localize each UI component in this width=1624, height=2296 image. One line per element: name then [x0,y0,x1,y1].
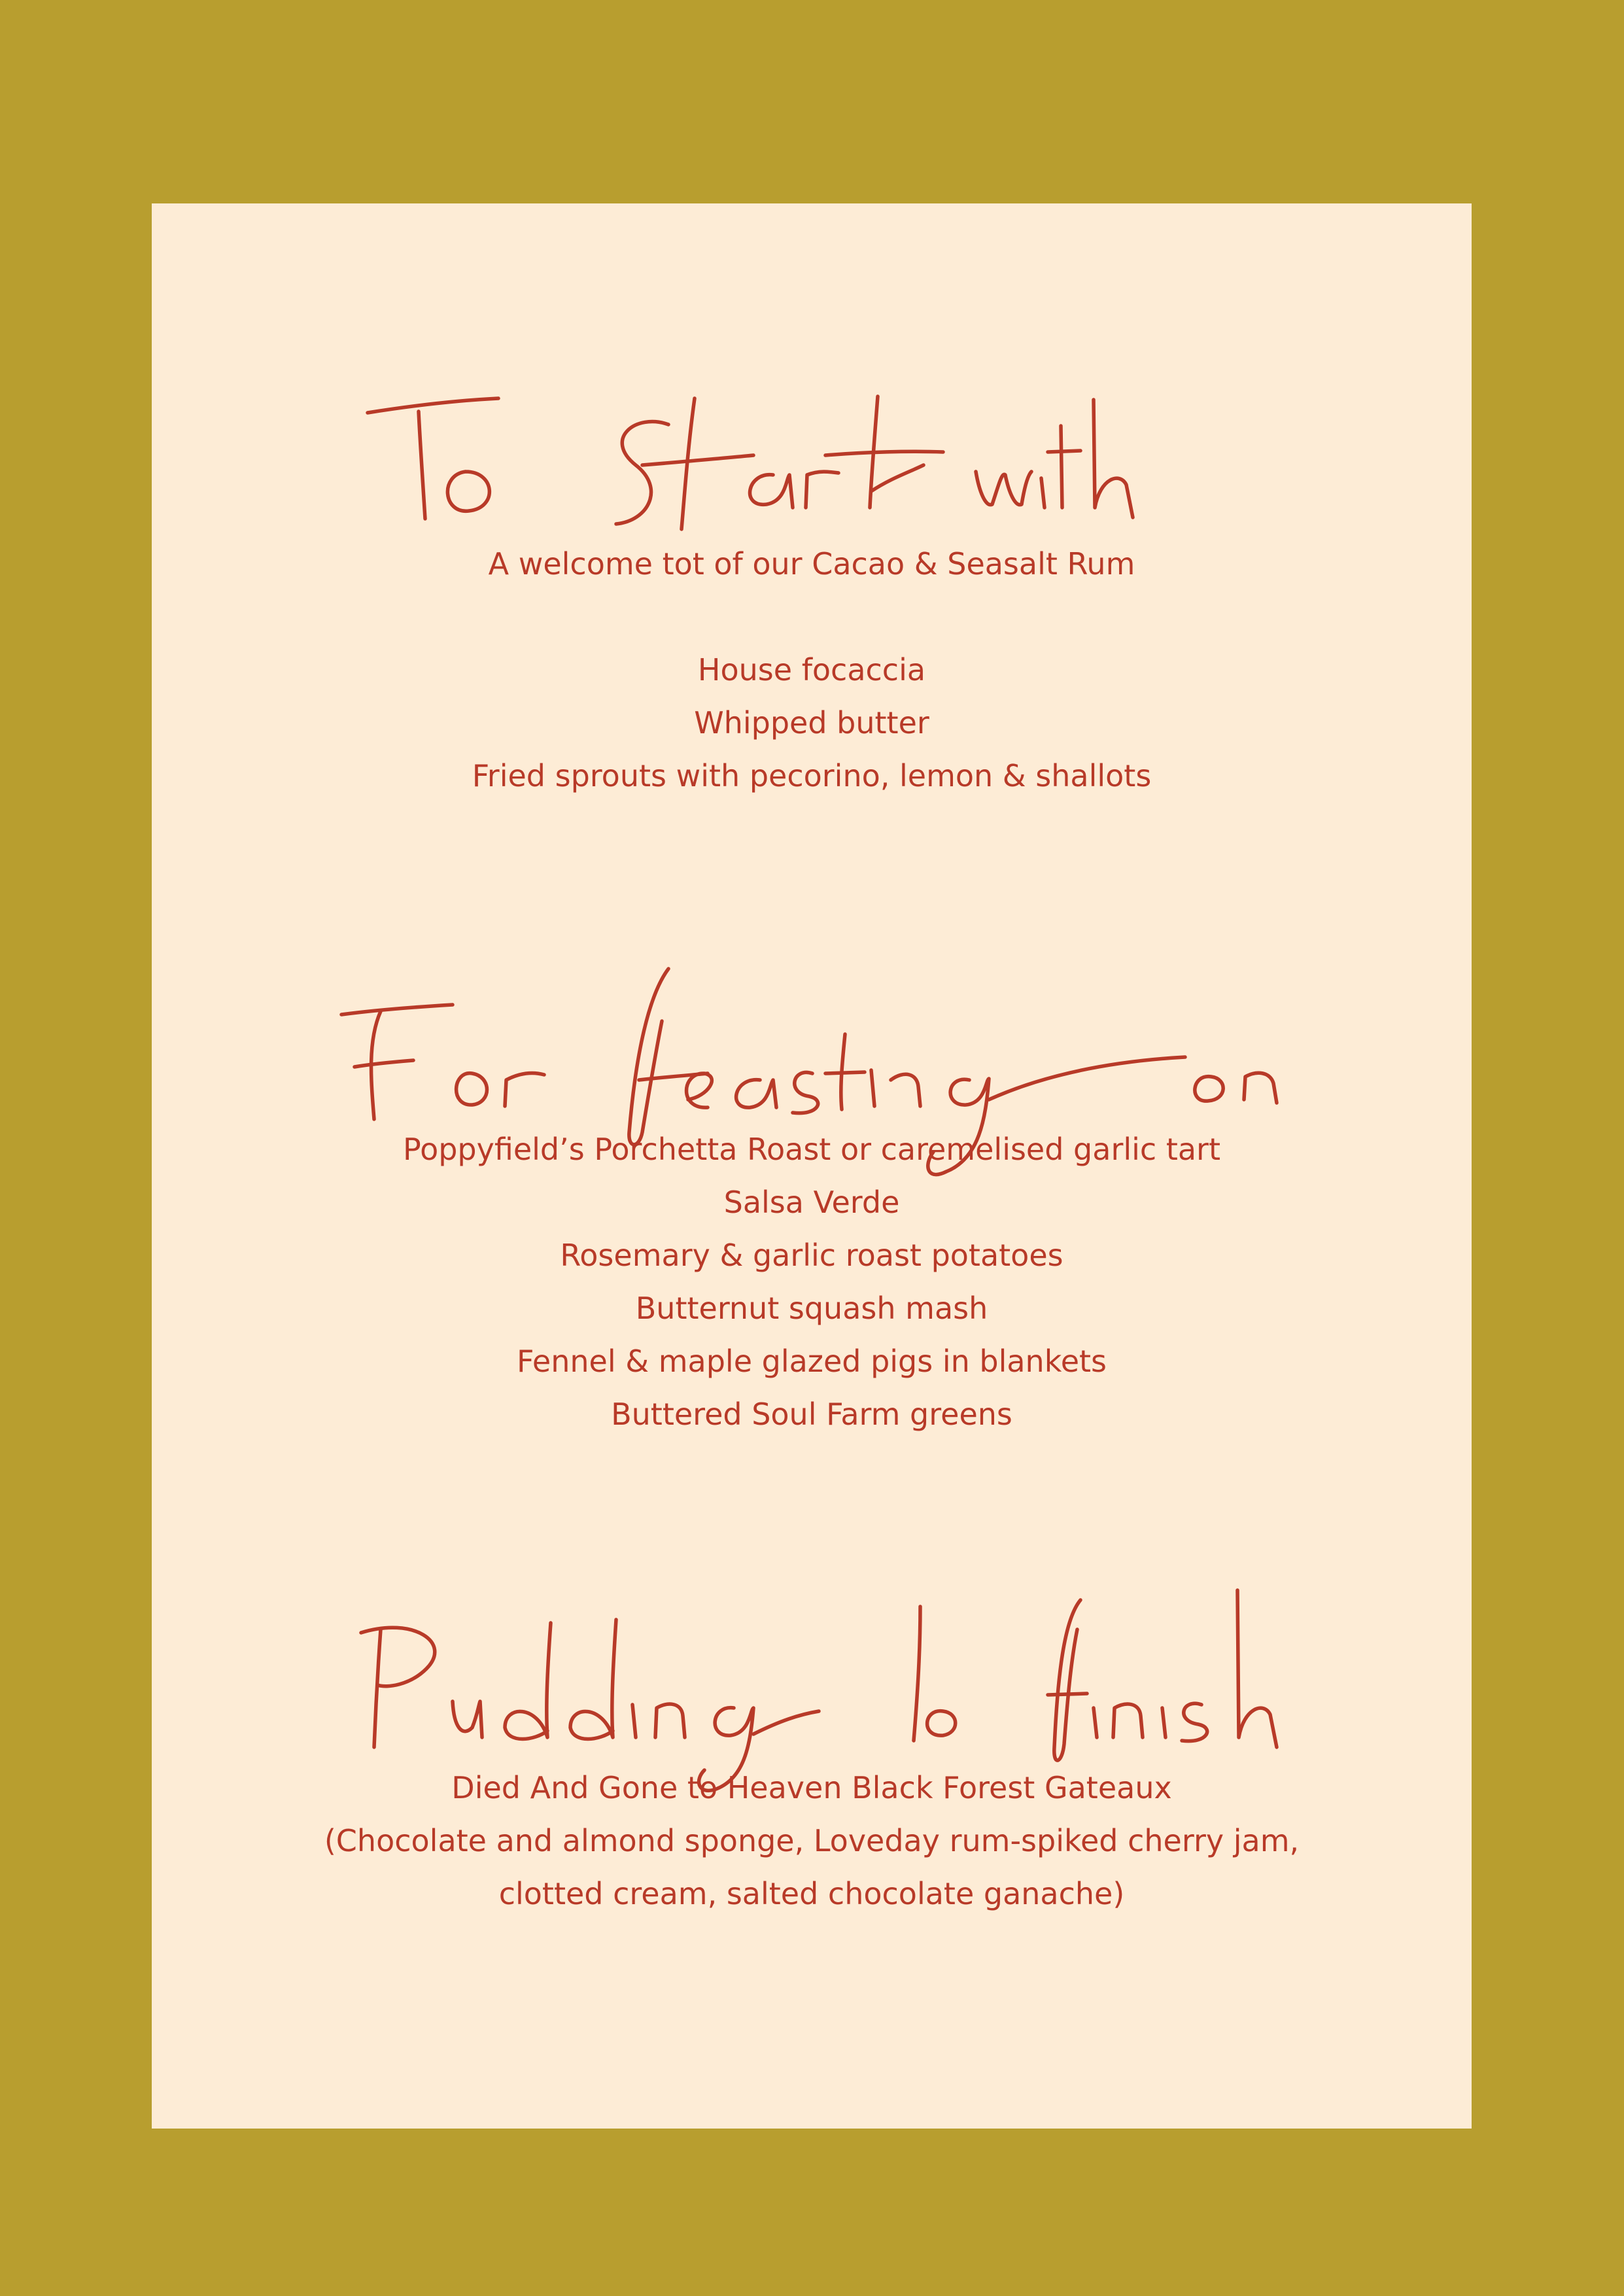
menu-line: Died And Gone to Heaven Black Forest Gateaux [451,1770,1172,1805]
menu-line: Salsa Verde [723,1185,900,1220]
menu-line: Poppyfield’s Porchetta Roast or caremelised garlic tart [402,1132,1221,1167]
menu-line: Fried sprouts with pecorino, lemon & shallots [472,758,1152,793]
section-heading-handwriting [152,1544,1472,1780]
section-heading-handwriting [152,367,1472,576]
section-heading-handwriting [152,923,1472,1158]
menu-line: Fennel & maple glazed pigs in blankets [516,1344,1107,1379]
menu-line: Butternut squash mash [635,1291,988,1326]
menu-line: Rosemary & garlic roast potatoes [560,1238,1063,1273]
menu-line: A welcome tot of our Cacao & Seasalt Rum [488,546,1135,582]
menu-line: Whipped butter [694,705,929,740]
menu-line: House focaccia [697,652,926,687]
menu-card [152,203,1472,2129]
menu-line: Buttered Soul Farm greens [611,1397,1012,1432]
menu-line: (Chocolate and almond sponge, Loveday rum-spiked cherry jam, [324,1823,1300,1858]
menu-line: clotted cream, salted chocolate ganache) [498,1876,1125,1911]
